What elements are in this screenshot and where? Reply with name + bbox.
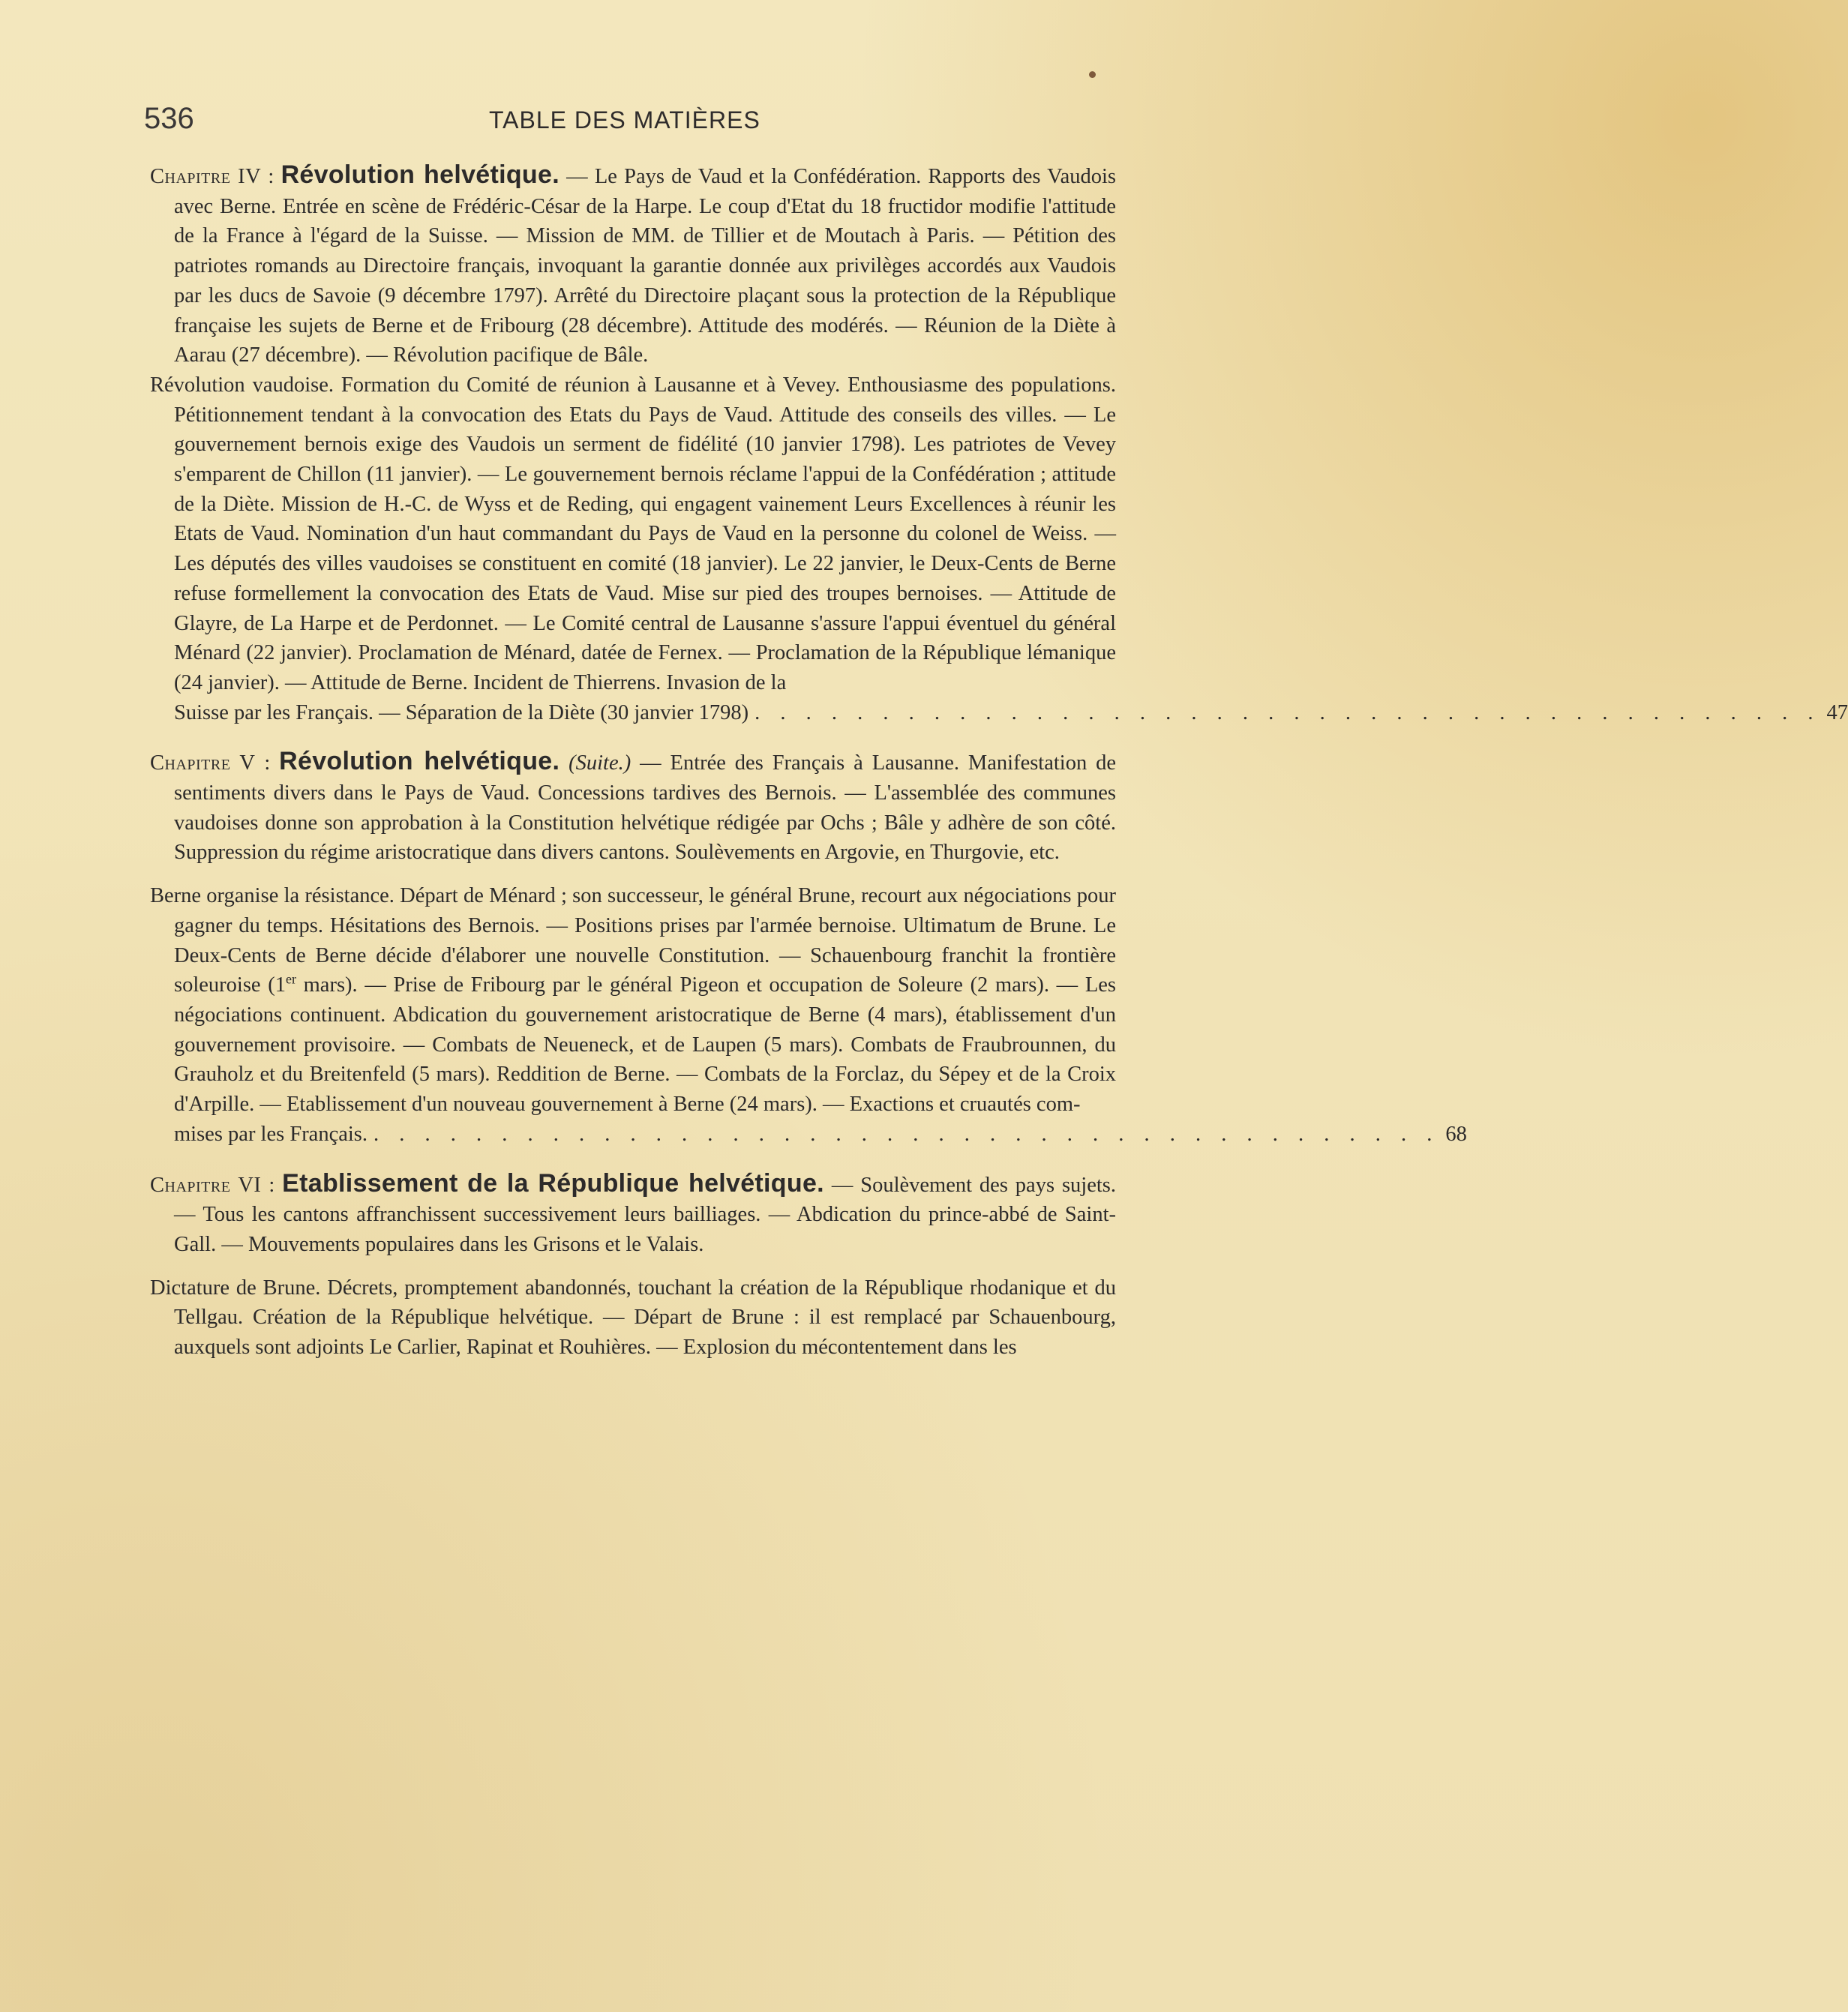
chapter-v-paragraph-2-text-a: Berne organise la résistance. Départ de Ménard ; son successeur, le général Brune, recourt aux négociations pour gagner du temps. Hésitations des Bernois. — Positions prises par l'armée bernoise. Ultimatum de Brune. Le Deux-Cents de Berne décide d'élaborer une nouvelle Constitution. — Schauenbourg franchit la frontière soleuroise (1 — [150, 884, 1116, 997]
running-header — [144, 102, 1119, 135]
chapter-v-summary: — Entrée des Français à Lausanne. Manifestation de sentiments divers dans le Pays de Vaud. Concessions tardives des Bernois. — L'assemblée des communes vaudoises donne son approbation à la Constitution helvétique rédigée par Ochs ; Bâle y adhère de son côté. Suppression du régime aristocratique dans divers cantons. Soulèvements en Argovie, en Thurgovie, etc. — [174, 751, 1117, 865]
chapter-v-page-number: 68 — [1445, 1122, 1467, 1146]
chapter-vi-paragraph-2-text: Dictature de Brune. Décrets, promptement abandonnés, touchant la création de la République rhodanique et du Tellgau. Création de la République helvétique. — Départ de Brune : il est remplacé par Schauenbourg, auxquels sont adjoints Le Carlier, Rapinat et Rouhières. — Explosion du mécontentement dans les — [150, 1276, 1116, 1360]
chapter-iv-last-line: Suisse par les Français. — Séparation de la Diète (30 janvier 1798) — [174, 700, 749, 724]
chapter-vi-title: Etablissement de la République helvétique. — [282, 1168, 824, 1198]
chapter-v-paragraph-2 — [150, 881, 1467, 1149]
chapter-v-paragraph-2-text-b: mars). — Prise de Fribourg par le général Pigeon et occupation de Soleure (2 mars). — Les négociations continuent. Abdication du gouvernement aristocratique de Berne (4 mars), établissement d'un gouvernement provisoire. — Combats de Neueneck, et de Laupen (5 mars). Combats de Fraubrounnen, du Grauholz et du Breitenfeld (5 mars). Reddition de Berne. — Combats de la Forclaz, du Sépey et de la Croix d'Arpille. — Etablissement d'un nouveau gouvernement à Berne (24 mars). — Exactions et cruautés com- — [174, 973, 1116, 1117]
chapter-iv-entry: Chapitre IV : Révolution helvétique. — Le Pays de Vaud et la Confédération. Rapports des Vaudois avec Berne. Entrée en scène de Frédéric-César de la Harpe. Le coup d'Etat du 18 fructidor modifie l'attitude de la France à l'égard de la Suisse. — Mission de MM. de Tillier et de Moutach à Paris. — Pétition des patriotes romands au Directoire français, invoquant la garantie donnée aux privilèges accordés aux Vaudois par les ducs de Savoie (9 décembre 1797). Arrêté du Directoire plaçant sous la protection de la République française les sujets de Berne et de Fribourg (28 décembre). Attitude des modérés. — Réunion de la Diète à Aarau (27 décembre). — Révolution pacifique de Bâle. — [150, 160, 1117, 367]
chapter-v-last-line: mises par les Français. — [174, 1122, 368, 1146]
chapter-iv-title: Révolution helvétique. — [280, 160, 560, 189]
chapter-vi-paragraph-2 — [150, 1273, 1116, 1363]
chapter-vi-summary: — Soulèvement des pays sujets. — Tous les cantons affranchissent successivement leurs bailliages. — Abdication du prince-abbé de Saint-Gall. — Mouvements populaires dans les Grisons et le Valais. — [174, 1173, 1116, 1256]
chapter-v-page-ref — [174, 1120, 1467, 1150]
chapter-iv-label: Chapitre IV — [150, 165, 262, 188]
chapter-iv-paragraph-2 — [150, 370, 1848, 727]
leader-dots: . . . . . . . . . . . . . . . . . . . . . . . . . . . . . . . . . . . . . . . . . . — [754, 700, 1821, 724]
leader-dots: . . . . . . . . . . . . . . . . . . . . . . . . . . . . . . . . . . . . . . . . . . — [374, 1122, 1440, 1146]
page-number: 536 — [144, 102, 194, 135]
chapter-vi-entry: Chapitre VI : Etablissement de la République helvétique. — Soulèvement des pays sujets. — Tous les cantons affranchissent successivement leurs bailliages. — Abdication du prince-abbé de Saint-Gall. — Mouvements populaires dans les Grisons et le Valais. — [150, 1168, 1116, 1256]
chapter-v-label: Chapitre V — [150, 751, 256, 775]
chapter-iv-paragraph-2-text: Révolution vaudoise. Formation du Comité de réunion à Lausanne et à Vevey. Enthousiasme des populations. Pétitionnement tendant à la convocation des Etats du Pays de Vaud. Attitude des conseils des villes. — Le gouvernement bernois exige des Vaudois un serment de fidélité (10 janvier 1798). Les patriotes de Vevey s'emparent de Chillon (11 janvier). — Le gouvernement bernois réclame l'appui de la Confédération ; attitude de la Diète. Mission de H.-C. de Wyss et de Reding, qui engagent vainement Leurs Excellences à réunir les Etats de Vaud. Nomination d'un haut commandant du Pays de Vaud en la personne du colonel de Weiss. — Les députés des villes vaudoises se constituent en comité (18 janvier). Le 22 janvier, le Deux-Cents de Berne refuse formellement la convocation des Etats de Vaud. Mise sur pied des troupes bernoises. — Attitude de Glayre, de La Harpe et de Perdonnet. — Le Comité central de Lausanne s'assure l'appui éventuel du général Ménard (22 janvier). Proclamation de Ménard, datée de Fernex. — Proclamation de la République lémanique (24 janvier). — Attitude de Berne. Incident de Thierrens. Invasion de la — [150, 373, 1116, 694]
chapter-iv-page-ref — [174, 698, 1848, 728]
running-title: TABLE DES MATIÈRES — [489, 106, 760, 133]
chapter-vi-label: Chapitre VI — [150, 1173, 262, 1197]
chapter-iv-page-number: 47 — [1826, 700, 1848, 724]
chapter-v-suite: (Suite.) — [568, 751, 632, 775]
chapter-v-entry: Chapitre V : Révolution helvétique. (Suite.) — Entrée des Français à Lausanne. Manifestation de sentiments divers dans le Pays de Vaud. Concessions tardives des Bernois. — L'assemblée des communes vaudoises donne son approbation à la Constitution helvétique rédigée par Ochs ; Bâle y adhère de son côté. Suppression du régime aristocratique dans divers cantons. Soulèvements en Argovie, en Thurgovie, etc. — [150, 747, 1117, 865]
table-of-contents — [150, 160, 1848, 1363]
chapter-v-title: Révolution helvétique. — [279, 747, 560, 776]
ink-speck — [1089, 71, 1096, 78]
superscript-er: er — [285, 971, 296, 987]
chapter-iv-summary: — Le Pays de Vaud et la Confédération. Rapports des Vaudois avec Berne. Entrée en scène de Frédéric-César de la Harpe. Le coup d'Etat du 18 fructidor modifie l'attitude de la France à l'égard de la Suisse. — Mission de MM. de Tillier et de Moutach à Paris. — Pétition des patriotes romands au Directoire français, invoquant la garantie donnée aux privilèges accordés aux Vaudois par les ducs de Savoie (9 décembre 1797). Arrêté du Directoire plaçant sous la protection de la République française les sujets de Berne et de Fribourg (28 décembre). Attitude des modérés. — Réunion de la Diète à Aarau (27 décembre). — Révolution pacifique de Bâle. — [174, 165, 1117, 367]
